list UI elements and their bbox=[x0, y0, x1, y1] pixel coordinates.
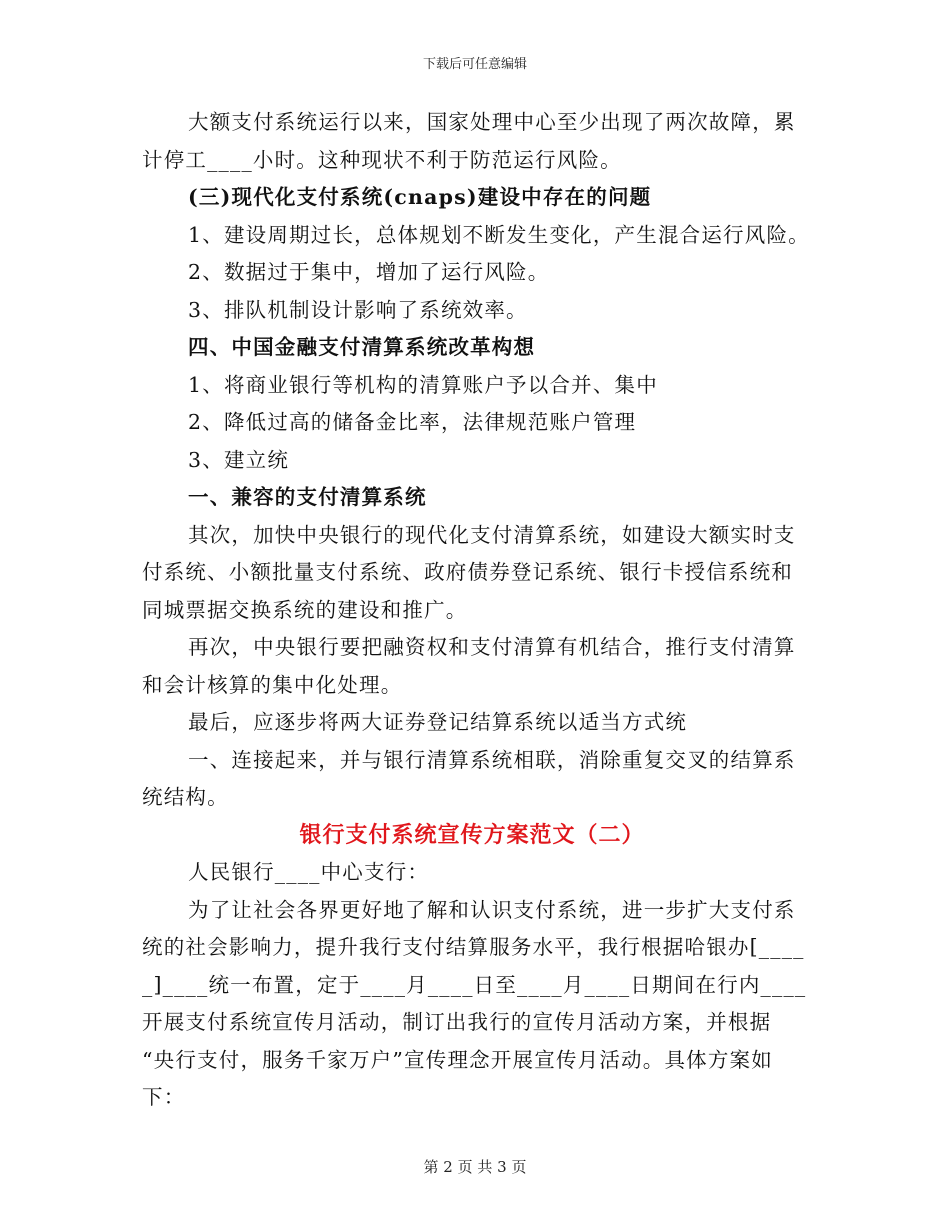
list-item: 1、将商业银行等机构的清算账户予以合并、集中 bbox=[188, 372, 658, 397]
paragraph-line: 统结构。 bbox=[142, 785, 229, 809]
paragraph-line: 一、连接起来，并与银行清算系统相联，消除重复交叉的结算系 bbox=[188, 747, 796, 772]
paragraph-line: 同城票据交换系统的建设和推广。 bbox=[142, 597, 468, 622]
page-header: 下载后可任意编辑 bbox=[422, 57, 527, 72]
page-footer: 第 2 页 共 3 页 bbox=[423, 1158, 527, 1176]
document-title: 银行支付系统宣传方案范文（二） bbox=[299, 821, 645, 848]
paragraph-line: “央行支付，服务千家万户”宣传理念开展宣传月活动。具体方案如 bbox=[142, 1047, 773, 1072]
paragraph-line: 付系统、小额批量支付系统、政府债券登记系统、银行卡授信系统和 bbox=[142, 560, 793, 584]
paragraph-line: 最后，应逐步将两大证券登记结算系统以适当方式统 bbox=[188, 710, 688, 734]
section-heading: 一、兼容的支付清算系统 bbox=[188, 485, 427, 509]
paragraph-line: 和会计核算的集中化处理。 bbox=[142, 672, 403, 697]
paragraph-line: 开展支付系统宣传月活动，制订出我行的宣传月活动方案，并根据 bbox=[142, 1010, 772, 1034]
paragraph-line: 再次，中央银行要把融资权和支付清算有机结合，推行支付清算 bbox=[188, 635, 796, 659]
list-item: 3、排队机制设计影响了系统效率。 bbox=[188, 297, 528, 322]
section-heading: 四、中国金融支付清算系统改革构想 bbox=[188, 335, 536, 359]
list-item: 3、建立统 bbox=[188, 447, 290, 472]
section-heading: (三)现代化支付系统(cnaps)建设中存在的问题 bbox=[188, 185, 652, 209]
paragraph-line: 其次，加快中央银行的现代化支付清算系统，如建设大额实时支 bbox=[188, 522, 796, 547]
document-body bbox=[142, 104, 810, 1117]
list-item: 1、建设周期过长，总体规划不断发生变化，产生混合运行风险。 bbox=[188, 222, 810, 247]
list-item: 2、数据过于集中，增加了运行风险。 bbox=[188, 260, 550, 284]
paragraph-line: 下： bbox=[142, 1085, 186, 1109]
paragraph-line: _]____统一布置，定于____月____日至____月____日期间在行内____ bbox=[142, 972, 807, 997]
salutation: 人民银行____中心支行： bbox=[188, 860, 430, 884]
paragraph-line: 大额支付系统运行以来，国家处理中心至少出现了两次故障，累 bbox=[188, 110, 796, 134]
paragraph-line: 统的社会影响力，提升我行支付结算服务水平，我行根据哈银办[____ bbox=[142, 935, 805, 959]
paragraph-line: 计停工____小时。这种现状不利于防范运行风险。 bbox=[142, 147, 622, 172]
paragraph-line: 为了让社会各界更好地了解和认识支付系统，进一步扩大支付系 bbox=[188, 897, 796, 922]
list-item: 2、降低过高的储备金比率，法律规范账户管理 bbox=[188, 410, 637, 434]
